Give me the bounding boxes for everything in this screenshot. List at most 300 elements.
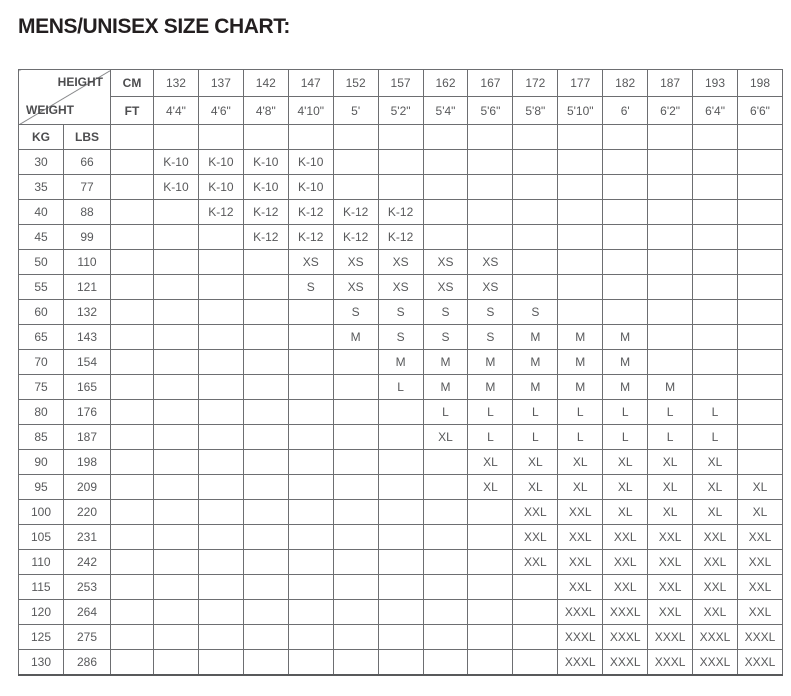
size-cell [558, 225, 603, 250]
size-cell [154, 475, 199, 500]
size-cell [378, 575, 423, 600]
size-cell [737, 350, 782, 375]
size-cell: K-12 [243, 225, 288, 250]
height-cm-cell: 132 [154, 70, 199, 97]
size-cell [737, 250, 782, 275]
kg-cell: 55 [19, 275, 64, 300]
size-cell [198, 550, 243, 575]
size-cell: XL [468, 475, 513, 500]
size-cell [513, 200, 558, 225]
lbs-cell: 286 [64, 650, 111, 676]
size-cell [468, 525, 513, 550]
size-cell [423, 200, 468, 225]
size-cell [243, 300, 288, 325]
size-cell [423, 450, 468, 475]
size-cell [333, 350, 378, 375]
size-cell [333, 625, 378, 650]
size-cell: M [423, 375, 468, 400]
size-cell: XL [693, 450, 738, 475]
weight-axis-label: WEIGHT [26, 103, 74, 117]
size-cell [513, 250, 558, 275]
size-cell [603, 300, 648, 325]
unit-spacer-cell [111, 650, 154, 676]
empty-cell [558, 125, 603, 150]
height-ft-cell: 4'6" [198, 97, 243, 125]
size-cell [288, 575, 333, 600]
unit-spacer-cell [111, 200, 154, 225]
size-cell [648, 250, 693, 275]
size-cell: M [558, 325, 603, 350]
height-ft-cell: 6'6" [737, 97, 782, 125]
size-cell: M [648, 375, 693, 400]
size-cell: K-10 [198, 150, 243, 175]
size-cell: XXXL [558, 625, 603, 650]
size-cell: XXXL [648, 625, 693, 650]
size-cell [198, 525, 243, 550]
height-ft-cell: 5' [333, 97, 378, 125]
size-cell: K-12 [378, 225, 423, 250]
size-cell: S [378, 325, 423, 350]
size-cell [288, 350, 333, 375]
size-chart-table [18, 69, 783, 676]
unit-spacer-cell [111, 425, 154, 450]
size-cell [243, 525, 288, 550]
empty-cell [243, 125, 288, 150]
size-cell [333, 150, 378, 175]
size-cell: XXL [693, 525, 738, 550]
size-cell [513, 175, 558, 200]
height-cm-cell: 193 [693, 70, 738, 97]
page-title: MENS/UNISEX SIZE CHART: [18, 15, 290, 38]
size-cell [558, 200, 603, 225]
size-cell [468, 500, 513, 525]
size-cell [693, 175, 738, 200]
table-row [19, 150, 783, 175]
unit-spacer-cell [111, 575, 154, 600]
size-cell [333, 475, 378, 500]
size-cell: XXXL [737, 625, 782, 650]
size-cell [198, 275, 243, 300]
kg-cell: 125 [19, 625, 64, 650]
size-cell [198, 450, 243, 475]
size-cell [198, 625, 243, 650]
size-cell: L [378, 375, 423, 400]
size-cell [513, 625, 558, 650]
size-cell [693, 300, 738, 325]
size-cell [154, 425, 199, 450]
table-row [19, 600, 783, 625]
height-ft-cell: 6'2" [648, 97, 693, 125]
size-cell: L [558, 400, 603, 425]
height-ft-cell: 6'4" [693, 97, 738, 125]
size-cell [288, 500, 333, 525]
size-cell: L [558, 425, 603, 450]
unit-spacer-cell [111, 450, 154, 475]
size-cell: XL [423, 425, 468, 450]
size-cell: XXL [603, 525, 648, 550]
kg-cell: 80 [19, 400, 64, 425]
kg-cell: 65 [19, 325, 64, 350]
kg-cell: 70 [19, 350, 64, 375]
size-cell: XL [693, 500, 738, 525]
size-cell [693, 250, 738, 275]
lbs-cell: 66 [64, 150, 111, 175]
size-cell [468, 650, 513, 676]
size-cell [693, 150, 738, 175]
height-cm-cell: 157 [378, 70, 423, 97]
size-cell: XS [378, 250, 423, 275]
lbs-cell: 253 [64, 575, 111, 600]
size-cell [198, 425, 243, 450]
size-cell: XXXL [603, 600, 648, 625]
size-cell [333, 175, 378, 200]
size-cell [378, 650, 423, 676]
size-cell: XXL [558, 525, 603, 550]
kg-cell: 40 [19, 200, 64, 225]
size-cell: S [423, 325, 468, 350]
size-cell: M [603, 350, 648, 375]
size-cell [513, 150, 558, 175]
size-cell: M [378, 350, 423, 375]
table-row [19, 500, 783, 525]
kg-cell: 100 [19, 500, 64, 525]
size-cell: K-12 [333, 225, 378, 250]
height-cm-cell: 162 [423, 70, 468, 97]
size-cell: XXXL [603, 650, 648, 676]
size-cell: L [693, 425, 738, 450]
size-cell [423, 650, 468, 676]
size-cell [603, 250, 648, 275]
size-cell [737, 225, 782, 250]
unit-spacer-cell [111, 150, 154, 175]
size-cell [198, 250, 243, 275]
size-cell [154, 525, 199, 550]
size-chart-body [19, 150, 783, 676]
size-cell [243, 325, 288, 350]
size-cell [333, 525, 378, 550]
size-cell [154, 200, 199, 225]
size-cell [333, 550, 378, 575]
table-row [19, 225, 783, 250]
size-cell: XS [378, 275, 423, 300]
kg-cell: 50 [19, 250, 64, 275]
height-cm-cell: 147 [288, 70, 333, 97]
size-cell: XL [603, 450, 648, 475]
size-cell: XL [468, 450, 513, 475]
size-cell: XXL [558, 575, 603, 600]
size-cell: XXL [513, 550, 558, 575]
size-cell [333, 425, 378, 450]
size-cell [468, 625, 513, 650]
size-cell [154, 650, 199, 676]
size-cell: XL [513, 475, 558, 500]
unit-spacer-cell [111, 525, 154, 550]
unit-label-kg: KG [19, 125, 64, 150]
empty-cell [693, 125, 738, 150]
height-cm-cell: 172 [513, 70, 558, 97]
size-cell: M [513, 375, 558, 400]
height-ft-cell: 5'6" [468, 97, 513, 125]
size-cell: L [468, 400, 513, 425]
lbs-cell: 110 [64, 250, 111, 275]
size-cell [468, 225, 513, 250]
height-axis-label: HEIGHT [57, 75, 103, 89]
size-cell [468, 175, 513, 200]
size-cell [737, 325, 782, 350]
size-cell [154, 625, 199, 650]
size-cell [378, 400, 423, 425]
size-cell [423, 550, 468, 575]
size-cell [737, 150, 782, 175]
size-cell: K-10 [288, 150, 333, 175]
size-cell [243, 650, 288, 676]
size-cell [558, 300, 603, 325]
size-cell: XXXL [737, 650, 782, 676]
table-row [19, 325, 783, 350]
height-ft-cell: 5'2" [378, 97, 423, 125]
height-ft-cell: 4'10" [288, 97, 333, 125]
size-cell [648, 150, 693, 175]
table-row [19, 450, 783, 475]
size-cell [513, 225, 558, 250]
size-cell: K-10 [154, 150, 199, 175]
size-cell [693, 375, 738, 400]
size-cell [378, 425, 423, 450]
size-cell [198, 225, 243, 250]
size-cell [648, 350, 693, 375]
unit-spacer-cell [111, 175, 154, 200]
size-cell [423, 475, 468, 500]
size-cell [243, 275, 288, 300]
lbs-cell: 165 [64, 375, 111, 400]
size-cell: S [468, 325, 513, 350]
size-cell [154, 375, 199, 400]
size-cell [693, 275, 738, 300]
size-cell: M [603, 375, 648, 400]
size-cell: XXL [737, 600, 782, 625]
unit-spacer-cell [111, 225, 154, 250]
height-ft-cell: 6' [603, 97, 648, 125]
size-cell: S [468, 300, 513, 325]
size-cell: K-12 [243, 200, 288, 225]
size-cell [243, 550, 288, 575]
size-cell [154, 350, 199, 375]
size-cell [154, 575, 199, 600]
size-cell: L [603, 425, 648, 450]
lbs-cell: 209 [64, 475, 111, 500]
size-cell: XL [737, 475, 782, 500]
size-cell: M [468, 350, 513, 375]
size-cell [378, 625, 423, 650]
size-cell: L [648, 425, 693, 450]
size-cell [243, 375, 288, 400]
empty-cell [423, 125, 468, 150]
size-cell [154, 550, 199, 575]
size-cell [737, 450, 782, 475]
size-cell [243, 400, 288, 425]
kg-cell: 45 [19, 225, 64, 250]
size-cell [243, 350, 288, 375]
size-cell: XXL [648, 575, 693, 600]
size-cell [333, 600, 378, 625]
size-cell: XXXL [603, 625, 648, 650]
lbs-cell: 198 [64, 450, 111, 475]
unit-label-ft: FT [111, 97, 154, 125]
table-row [19, 375, 783, 400]
size-cell [333, 400, 378, 425]
size-cell [154, 225, 199, 250]
size-cell [154, 325, 199, 350]
size-cell [737, 175, 782, 200]
size-cell [603, 225, 648, 250]
size-cell: M [558, 375, 603, 400]
size-cell: XS [423, 275, 468, 300]
size-cell: XL [737, 500, 782, 525]
unit-spacer-cell [111, 550, 154, 575]
size-cell [333, 650, 378, 676]
corner-cell [19, 70, 111, 125]
size-cell: XL [603, 475, 648, 500]
size-cell [288, 550, 333, 575]
height-cm-cell: 198 [737, 70, 782, 97]
size-cell [468, 550, 513, 575]
table-row [19, 475, 783, 500]
kg-cell: 115 [19, 575, 64, 600]
kg-cell: 120 [19, 600, 64, 625]
size-cell: M [468, 375, 513, 400]
lbs-cell: 176 [64, 400, 111, 425]
size-cell: XXL [648, 525, 693, 550]
height-cm-cell: 177 [558, 70, 603, 97]
size-cell: XXXL [693, 625, 738, 650]
size-cell [154, 600, 199, 625]
kg-cell: 85 [19, 425, 64, 450]
empty-cell [333, 125, 378, 150]
size-cell: K-12 [333, 200, 378, 225]
size-cell [288, 425, 333, 450]
size-cell: XS [288, 250, 333, 275]
unit-spacer-cell [111, 375, 154, 400]
size-cell: XL [648, 475, 693, 500]
size-cell: XXL [693, 550, 738, 575]
size-cell: XXL [513, 525, 558, 550]
size-cell: K-12 [288, 225, 333, 250]
size-cell [154, 500, 199, 525]
size-cell [648, 175, 693, 200]
height-ft-row [19, 97, 783, 125]
table-row [19, 575, 783, 600]
size-cell [648, 300, 693, 325]
size-cell: XL [603, 500, 648, 525]
height-ft-cell: 4'8" [243, 97, 288, 125]
size-cell: XXXL [558, 650, 603, 676]
height-cm-cell: 167 [468, 70, 513, 97]
height-cm-cell: 137 [198, 70, 243, 97]
table-row [19, 250, 783, 275]
size-cell [198, 325, 243, 350]
size-cell [603, 150, 648, 175]
size-cell: XXL [603, 550, 648, 575]
lbs-cell: 88 [64, 200, 111, 225]
empty-cell [513, 125, 558, 150]
size-cell [468, 150, 513, 175]
size-cell [737, 425, 782, 450]
size-cell: XXXL [693, 650, 738, 676]
lbs-cell: 132 [64, 300, 111, 325]
empty-cell [603, 125, 648, 150]
lbs-cell: 231 [64, 525, 111, 550]
size-cell [423, 150, 468, 175]
size-cell: S [513, 300, 558, 325]
size-cell: XXL [737, 525, 782, 550]
size-cell [468, 200, 513, 225]
size-cell [558, 175, 603, 200]
size-cell [378, 450, 423, 475]
size-cell: S [288, 275, 333, 300]
height-ft-cell: 5'8" [513, 97, 558, 125]
lbs-cell: 187 [64, 425, 111, 450]
size-cell [648, 200, 693, 225]
size-cell: K-10 [243, 175, 288, 200]
unit-spacer-cell [111, 275, 154, 300]
size-cell [423, 600, 468, 625]
height-cm-cell: 182 [603, 70, 648, 97]
size-cell [288, 300, 333, 325]
size-cell [154, 400, 199, 425]
size-cell [243, 450, 288, 475]
size-cell [378, 175, 423, 200]
table-row [19, 425, 783, 450]
size-cell: K-10 [243, 150, 288, 175]
unit-label-lbs: LBS [64, 125, 111, 150]
size-cell: XXL [513, 500, 558, 525]
size-cell [288, 525, 333, 550]
size-cell [243, 625, 288, 650]
kg-cell: 30 [19, 150, 64, 175]
unit-spacer-cell [111, 475, 154, 500]
unit-spacer-cell [111, 325, 154, 350]
size-cell [288, 650, 333, 676]
size-cell: XXL [693, 600, 738, 625]
table-row [19, 200, 783, 225]
size-cell [513, 600, 558, 625]
size-cell [423, 575, 468, 600]
table-row [19, 550, 783, 575]
size-cell: L [648, 400, 693, 425]
size-cell: XL [558, 475, 603, 500]
kg-cell: 35 [19, 175, 64, 200]
unit-spacer-cell [111, 625, 154, 650]
size-cell [198, 300, 243, 325]
unit-label-cm: CM [111, 70, 154, 97]
size-cell: M [513, 350, 558, 375]
size-cell [737, 300, 782, 325]
lbs-cell: 275 [64, 625, 111, 650]
unit-spacer-cell [111, 250, 154, 275]
kg-cell: 95 [19, 475, 64, 500]
size-cell [737, 200, 782, 225]
size-cell [513, 275, 558, 300]
size-cell: XXL [648, 600, 693, 625]
table-row [19, 350, 783, 375]
size-cell [154, 300, 199, 325]
lbs-cell: 121 [64, 275, 111, 300]
size-cell [423, 175, 468, 200]
table-row [19, 400, 783, 425]
size-cell [154, 250, 199, 275]
size-cell: XXL [558, 500, 603, 525]
empty-cell [468, 125, 513, 150]
